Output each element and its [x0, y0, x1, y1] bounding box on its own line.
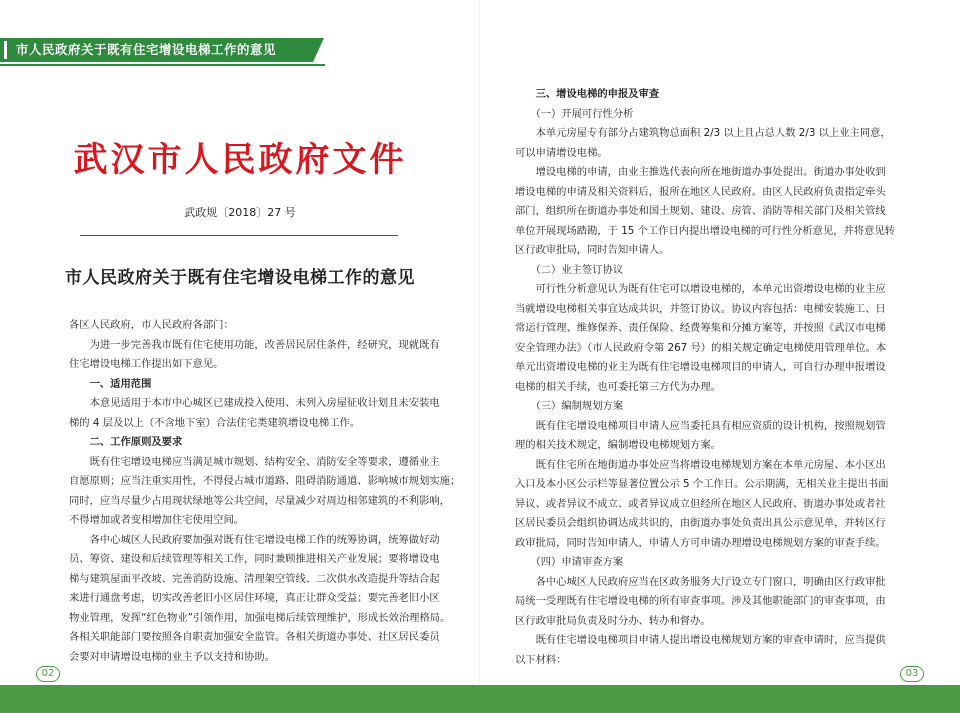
body-line: 部门，组织所在街道办事处和国土规划、建设、房管、消防等相关部门及相关管线: [515, 205, 886, 217]
red-divider: [80, 235, 398, 236]
body-line: 可以申请增设电梯。: [515, 146, 608, 159]
body-line: 各中心城区人民政府要加强对既有住宅增设电梯工作的统筹协调，统筹做好动: [69, 533, 440, 546]
body-line: （二）业主签订协议: [515, 263, 624, 276]
body-line: 既有住宅增设电梯项目申请人提出增设电梯规划方案的审查申请时，应当提供: [515, 634, 886, 646]
body-line: 梯与建筑屋面平改坡、完善消防设施、清理架空管线、二次供水改造提升等结合起: [69, 572, 440, 585]
body-line: （三）编制规划方案: [515, 400, 624, 412]
left-body-text: [69, 316, 461, 667]
page-number-right: 03: [900, 666, 924, 682]
body-line: 常运行管理、维修保养、责任保险、经费筹集和分摊方案等，并按照《武汉市电梯: [515, 322, 886, 334]
body-line: 本意见适用于本市中心城区已建成投入使用、未列入房屋征收计划且未安装电: [69, 397, 440, 409]
body-line: 政审批局，同时告知申请人，申请人方可申请办理增设电梯规划方案的审查手续。: [515, 536, 886, 549]
body-line: 一、适用范围: [69, 377, 152, 390]
body-line: 同时，应当尽量少占用现状绿地等公共空间，尽量减少对周边相邻建筑的不利影响，: [69, 494, 450, 507]
header-title: 市人民政府关于既有住宅增设电梯工作的意见: [16, 42, 277, 57]
body-line: 自愿原则；应当注重实用性，不得侵占城市道路、阻碍消防通道、影响城市规划实施；: [69, 475, 461, 487]
body-line: 既有住宅所在地街道办事处应当将增设电梯规划方案在本单元房屋、本小区出: [515, 458, 886, 471]
body-line: 单位开展现场踏勘，于 15 个工作日内提出增设电梯的可行性分析意见，并将意见转: [515, 224, 896, 237]
document-number: 武政规〔2018〕27 号: [184, 206, 296, 219]
body-line: 三、增设电梯的申报及审查: [515, 88, 660, 100]
body-line: 安全管理办法》（市人民政府令第 267 号）的相关规定确定电梯使用管理单位。本: [515, 341, 887, 354]
body-line: 入口及本小区公示栏等显著位置公示 5 个工作日。公示期满，无相关业主提出书面: [515, 478, 889, 490]
body-line: 梯的 4 层及以上（不含地下室）合法住宅类建筑增设电梯工作。: [69, 416, 361, 429]
body-line: 当就增设电梯相关事宜达成共识，并签订协议。协议内容包括：电梯安装施工、日: [515, 302, 886, 315]
body-line: 各中心城区人民政府应当在区政务服务大厅设立专门窗口，明确由区行政审批: [515, 575, 886, 588]
body-line: 单元出资增设电梯的业主为既有住宅增设电梯项目的申请人，可自行办理申报增设: [515, 361, 886, 373]
body-line: 员、筹资、建设和后续管理等相关工作，同时兼顾推进相关产业发展；要将增设电: [69, 553, 440, 565]
body-line: 为进一步完善我市既有住宅使用功能，改善居民居住条件，经研究，现就既有: [69, 338, 440, 351]
body-line: 区行政审批局，同时告知申请人。: [515, 244, 670, 256]
body-line: 会要对申请增设电梯的业主予以支持和协助。: [69, 650, 275, 663]
body-line: 以下材料：: [515, 653, 567, 666]
main-heading: 市人民政府关于既有住宅增设电梯工作的意见: [65, 268, 415, 288]
header-stripe: [4, 41, 7, 59]
body-line: 既有住宅增设电梯应当满足城市规划、结构安全、消防安全等要求，遵循业主: [69, 455, 440, 468]
body-line: 理的相关技术规定，编制增设电梯规划方案。: [515, 439, 721, 451]
header-banner: [0, 38, 313, 62]
header-rule: [0, 64, 325, 66]
body-line: 可行性分析意见认为既有住宅可以增设电梯的，本单元出资增设电梯的业主应: [515, 283, 886, 295]
footer-band: [0, 685, 960, 713]
body-line: 增设电梯的申请，由业主推选代表向所在地街道办事处提出。街道办事处收到: [515, 166, 886, 178]
body-line: 不得增加或者变相增加住宅使用空间。: [69, 514, 245, 526]
body-line: 本单元房屋专有部分占建筑物总面积 2/3 以上且占总人数 2/3 以上业主同意，: [515, 127, 891, 139]
body-line: 局统一受理既有住宅增设电梯的所有审查事项。涉及其他职能部门的审查事项，由: [515, 595, 886, 607]
body-line: 电梯的相关手续，也可委托第三方代为办理。: [515, 380, 721, 393]
body-line: 异议、或者异议不成立、或者异议成立但经所在地区人民政府、街道办事处或者社: [515, 497, 886, 510]
body-line: 二、工作原则及要求: [69, 436, 183, 448]
page-number-left: 02: [36, 666, 60, 682]
body-line: 来进行通盘考虑，切实改善老旧小区居住环境，真正让群众受益；要完善老旧小区: [69, 592, 440, 604]
body-line: 区居民委员会组织协调达成共识的，由街道办事处负责出具公示意见单，并转区行: [515, 517, 886, 529]
body-line: （一）开展可行性分析: [515, 107, 634, 120]
body-line: 各区人民政府，市人民政府各部门：: [69, 319, 234, 331]
body-line: 增设电梯的申请及相关资料后，报所在地区人民政府。由区人民政府负责指定牵头: [515, 185, 886, 198]
right-body-text: [515, 85, 920, 670]
body-line: 区行政审批局负责及时分办、转办和督办。: [515, 614, 711, 627]
body-line: 住宅增设电梯工作提出如下意见。: [69, 358, 224, 370]
body-line: 既有住宅增设电梯项目申请人应当委托具有相应资质的设计机构，按照规划管: [515, 419, 886, 432]
body-line: 物业管理，发挥“红色物业”引领作用，加强电梯后续管理维护，形成长效治理格局。: [69, 611, 451, 624]
body-line: 各相关职能部门要按照各自职责加强安全监管。各相关街道办事处、社区居民委员: [69, 631, 440, 643]
body-line: （四）申请审查方案: [515, 556, 624, 568]
document-title: 武汉市人民政府文件: [73, 140, 407, 180]
